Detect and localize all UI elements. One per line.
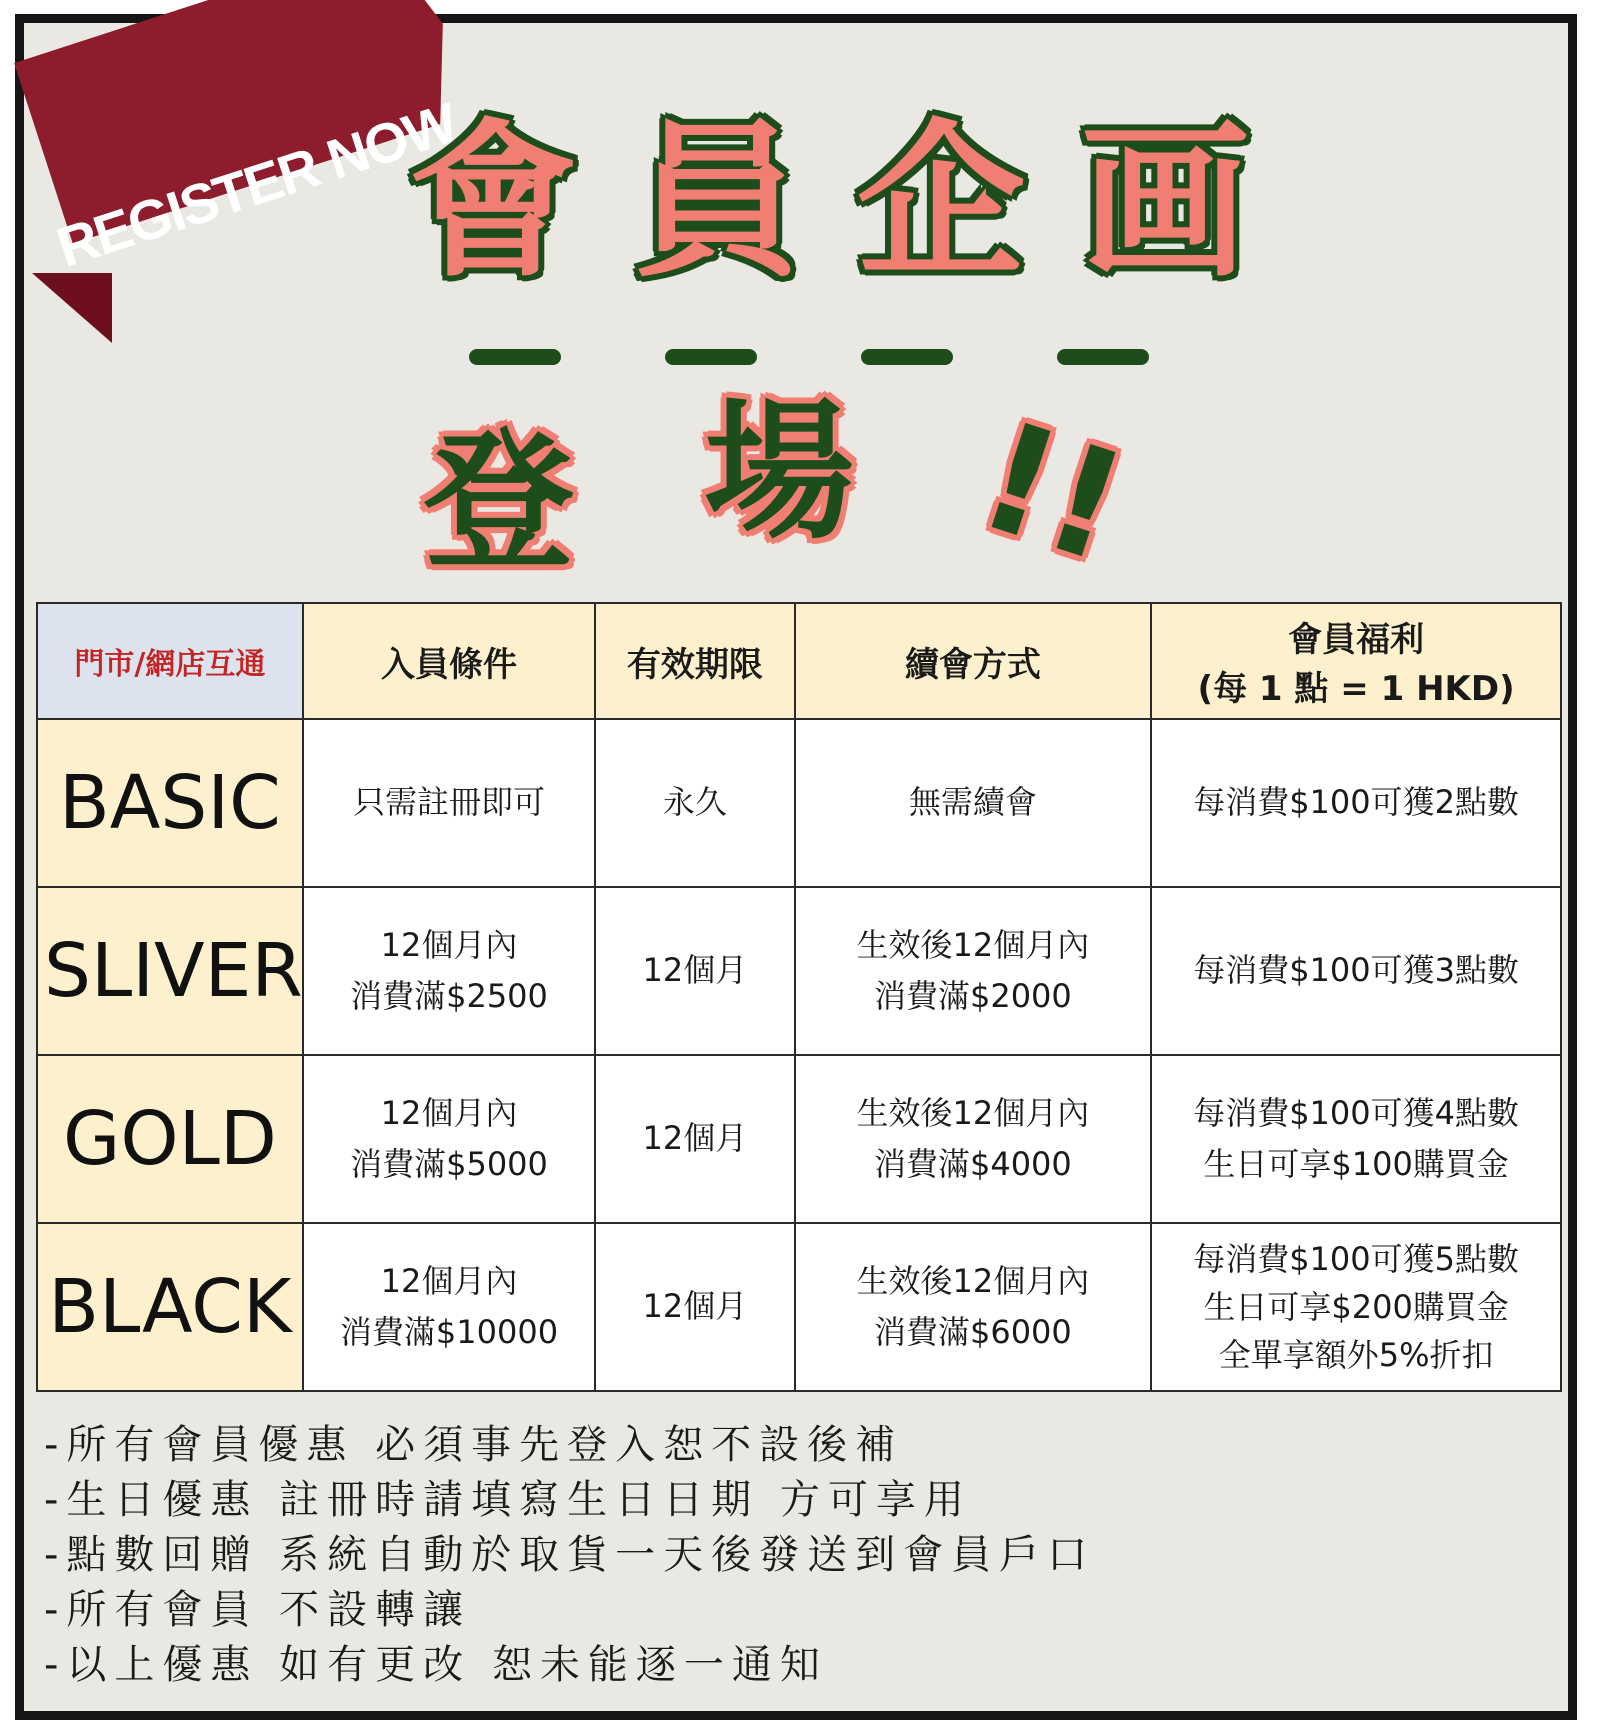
cell-line: 消費滿$10000 [339, 1313, 559, 1351]
cell-line: 每消費$100可獲4點數 [1193, 1093, 1519, 1132]
column-header-benefits [1151, 603, 1561, 719]
underline-dash [861, 349, 953, 365]
column-header: 續會方式 [795, 603, 1152, 719]
membership-table [36, 602, 1562, 1392]
page-title [409, 104, 1249, 300]
tier-sliver: SLIVER [37, 887, 303, 1055]
benefit-header-line: (每 1 點 = 1 HKD) [1197, 669, 1515, 709]
title-underline [469, 349, 1149, 365]
note-line: -以上優惠 如有更改 恕未能逐一通知 [44, 1642, 828, 1688]
ribbon-tail [32, 273, 112, 343]
cell-line: 生效後12個月內 [856, 1093, 1090, 1132]
store-online-cell: 門市/網店互通 [37, 603, 303, 719]
column-header: 入員條件 [303, 603, 595, 719]
table-row [37, 1223, 1561, 1391]
cell-line: 消費滿$2500 [350, 977, 548, 1015]
benefits-cell [1151, 887, 1561, 1055]
title-char: 員 [633, 104, 801, 300]
note-line: -點數回贈 系統自動於取貨一天後發送到會員戶口 [44, 1532, 1096, 1578]
benefits-cell [1151, 1223, 1561, 1391]
condition-cell [303, 1223, 595, 1391]
cell-line: 全單享額外5%折扣 [1218, 1336, 1494, 1374]
cell-line: 生效後12個月內 [856, 925, 1090, 964]
tier-basic: BASIC [37, 719, 303, 887]
benefit-header-line: 會員福利 [1288, 620, 1425, 660]
cell-line: 消費滿$5000 [350, 1145, 548, 1183]
cell-line: 每消費$100可獲5點數 [1193, 1240, 1519, 1278]
title-char: 画 [1081, 104, 1249, 300]
condition-cell [303, 1055, 595, 1223]
cell-line: 12個月內 [380, 1261, 518, 1300]
subtitle-char: 登 [424, 416, 575, 590]
subtitle-char: 場 [704, 386, 855, 560]
tier-black: BLACK [37, 1223, 303, 1391]
benefits-cell [1151, 1055, 1561, 1223]
cell-line: 消費滿$6000 [873, 1313, 1072, 1351]
underline-dash [469, 349, 561, 365]
validity-cell: 永久 [595, 719, 794, 887]
renewal-cell [795, 719, 1152, 887]
subtitle-exclaim: !! [960, 389, 1145, 597]
column-header: 有效期限 [595, 603, 794, 719]
title-char: 會 [409, 104, 577, 300]
underline-dash [1057, 349, 1149, 365]
renewal-cell [795, 1223, 1152, 1391]
table-header-row [37, 603, 1561, 719]
terms-notes [44, 1418, 1095, 1693]
cell-line: 每消費$100可獲3點數 [1193, 951, 1519, 990]
cell-line: 生日可享$100購買金 [1203, 1145, 1509, 1183]
condition-cell [303, 887, 595, 1055]
note-line: -所有會員優惠 必須事先登入恕不設後補 [44, 1422, 904, 1468]
renewal-cell [795, 887, 1152, 1055]
benefits-cell [1151, 719, 1561, 887]
underline-dash [665, 349, 757, 365]
cell-line: 只需註冊即可 [353, 783, 546, 822]
register-now-text[interactable]: REGISTER NOW [49, 90, 464, 279]
validity-cell: 12個月 [595, 1055, 794, 1223]
title-char: 企 [857, 104, 1025, 300]
cell-line: 消費滿$2000 [873, 977, 1072, 1015]
table-row [37, 1055, 1561, 1223]
cell-line: 每消費$100可獲2點數 [1193, 783, 1519, 822]
page-subtitle [424, 386, 1184, 598]
cell-line: 生效後12個月內 [856, 1261, 1090, 1300]
renewal-cell [795, 1055, 1152, 1223]
validity-cell: 12個月 [595, 1223, 794, 1391]
cell-line: 無需續會 [908, 783, 1037, 822]
note-line: -生日優惠 註冊時請填寫生日日期 方可享用 [44, 1477, 972, 1523]
tier-gold: GOLD [37, 1055, 303, 1223]
table-row [37, 719, 1561, 887]
condition-cell [303, 719, 595, 887]
cell-line: 12個月內 [380, 925, 518, 964]
cell-line: 消費滿$4000 [873, 1145, 1072, 1183]
table-row [37, 887, 1561, 1055]
note-line: -所有會員 不設轉讓 [44, 1587, 472, 1633]
validity-cell: 12個月 [595, 887, 794, 1055]
cell-line: 生日可享$200購買金 [1203, 1288, 1509, 1326]
cell-line: 12個月內 [380, 1093, 518, 1132]
